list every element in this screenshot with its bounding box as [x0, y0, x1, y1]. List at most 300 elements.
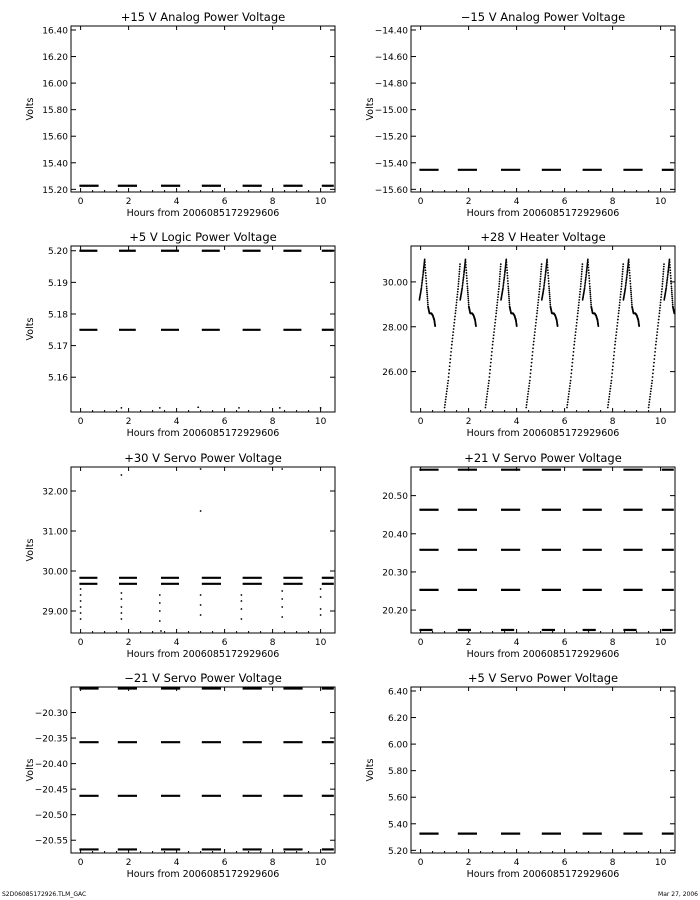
panel-4-data-point [490, 362, 492, 364]
panel-4-data-point [590, 300, 592, 302]
panel-7-y-axis-label: Volts [25, 758, 36, 782]
panel-5-x-tick-label: 4 [173, 638, 180, 648]
panel-4-data-point [630, 283, 632, 285]
panel-4-data-point [651, 382, 653, 384]
panel-4-data-point [424, 261, 426, 263]
panel-4-data-point [611, 380, 613, 382]
panel-4-data-point [549, 292, 551, 294]
panel-4-data-point [446, 388, 448, 390]
panel-3-x-tick-label: 10 [314, 417, 327, 427]
panel-4-data-point [434, 325, 436, 327]
panel-4-data-point [614, 347, 616, 349]
panel-4-data-point [612, 365, 614, 367]
panel-4-data-point [587, 264, 589, 266]
panel-4-data-point [548, 277, 550, 279]
panel-4-data-point [507, 280, 509, 282]
panel-6-x-tick-label: 6 [561, 638, 568, 648]
panel-8-y-tick-label: 5.80 [387, 767, 408, 778]
panel-4-data-point [538, 294, 540, 296]
panel-4-data-point [496, 307, 498, 309]
panel-4-data-point [576, 322, 578, 324]
panel-4-data-point [527, 390, 529, 392]
panel-4-data-point [534, 331, 536, 333]
panel-4-data-point [574, 338, 576, 340]
panel-4-data-point [543, 285, 545, 287]
panel-5-title: +30 V Servo Power Voltage [124, 451, 282, 465]
panel-4-data-point [629, 280, 631, 282]
panel-1-x-tick-label: 10 [314, 197, 327, 207]
panel-4-data-point [529, 380, 531, 382]
panel-4-data-point [572, 362, 574, 364]
panel-4-data-point [492, 338, 494, 340]
panel-4-data-point [456, 299, 458, 301]
panel-4-data-point [427, 298, 429, 300]
panel-4-data-point [533, 338, 535, 340]
panel-4-data-point [630, 287, 632, 289]
panel-4-data-point [548, 290, 550, 292]
panel-4-data-point [421, 281, 423, 283]
panel-4-data-point [625, 283, 627, 285]
panel-4-data-point [588, 267, 590, 269]
panel-5-data-point [159, 594, 161, 596]
panel-3-data-point [238, 407, 240, 409]
panel-4-data-point [617, 316, 619, 318]
panel-4-data-point [506, 272, 508, 274]
panel-2-x-tick-label: 0 [417, 197, 424, 207]
panel-4-data-point [622, 266, 624, 268]
panel-4-data-point [580, 281, 582, 283]
panel-4-data-point [619, 302, 621, 304]
panel-4-data-point [662, 281, 664, 283]
panel-5-data-point [241, 600, 243, 602]
panel-4-data-point [425, 280, 427, 282]
panel-4-data-point [659, 310, 661, 312]
panel-4-data-point [541, 266, 543, 268]
panel-4-data-point [630, 292, 632, 294]
panel-4-data-point [544, 278, 546, 280]
panel-3-title: +5 V Logic Power Voltage [129, 230, 277, 244]
panel-4-data-point [549, 302, 551, 304]
panel-4-data-point [526, 401, 528, 403]
panel-4-data-point [536, 312, 538, 314]
panel-4-data-point [621, 278, 623, 280]
panel-4-data-point [617, 319, 619, 321]
panel-4-data-point [490, 365, 492, 367]
panel-4-data-point [531, 362, 533, 364]
panel-4-data-point [618, 307, 620, 309]
panel-4-data-point [620, 288, 622, 290]
panel-4-data-point [671, 290, 673, 292]
panel-4-data-point [628, 264, 630, 266]
panel-4-data-point [577, 307, 579, 309]
panel-6-x-tick-label: 0 [417, 638, 424, 648]
panel-4-data-point [654, 351, 656, 353]
panel-4-data-point [621, 283, 623, 285]
panel-4-data-point [620, 291, 622, 293]
panel-8-x-tick-label: 10 [654, 858, 667, 868]
panel-4-data-point [487, 388, 489, 390]
panel-3-data-point [279, 407, 281, 409]
panel-4-data-point [576, 319, 578, 321]
panel-4-data-point [589, 280, 591, 282]
panel-4-data-point [461, 286, 463, 288]
panel-4-data-point [494, 325, 496, 327]
panel-5-data-point [80, 594, 82, 596]
panel-4-data-point [422, 277, 424, 279]
panel-4-data-point [466, 283, 468, 285]
panel-3-y-tick-label: 5.18 [47, 310, 68, 321]
panel-4-data-point [508, 296, 510, 298]
panel-4-data-point [497, 296, 499, 298]
panel-4-data-point [622, 268, 624, 270]
panel-4-data-point [426, 287, 428, 289]
panel-4-plot-frame [411, 246, 675, 412]
panel-3-data-point [320, 407, 322, 409]
panel-4-data-point [466, 275, 468, 277]
panel-4-data-point [671, 292, 673, 294]
panel-4-data-point [547, 269, 549, 271]
panel-4-data-point [467, 285, 469, 287]
panel-4-data-point [455, 307, 457, 309]
panel-4-data-point [427, 304, 429, 306]
panel-4-data-point [616, 331, 618, 333]
panel-4-data-point [526, 404, 528, 406]
panel-4-data-point [653, 365, 655, 367]
panel-5-data-point [160, 630, 162, 632]
panel-4-data-point [531, 355, 533, 357]
panel-3-x-tick-label: 8 [269, 417, 276, 427]
panel-4-data-point [456, 302, 458, 304]
panel-3-data-point [159, 407, 161, 409]
panel-4-data-point [444, 407, 446, 409]
panel-1-x-tick-label: 4 [173, 197, 180, 207]
panel-4-data-point [621, 281, 623, 283]
panel-4-data-point [494, 322, 496, 324]
panel-4-x-tick-label: 4 [513, 417, 520, 427]
panel-4-data-point [570, 373, 572, 375]
panel-4-data-point [492, 344, 494, 346]
panel-4-data-point [458, 283, 460, 285]
panel-4-data-point [589, 283, 591, 285]
panel-4-data-point [590, 304, 592, 306]
panel-4-data-point [426, 296, 428, 298]
panel-4-data-point [659, 304, 661, 306]
panel-4-data-point [453, 325, 455, 327]
panel-4-data-point [462, 283, 464, 285]
panel-7-y-tick-label: −20.50 [34, 811, 68, 822]
panel-4-data-point [502, 285, 504, 287]
panel-4-data-point [458, 278, 460, 280]
panel-4-data-point [488, 380, 490, 382]
panel-4-data-point [536, 310, 538, 312]
panel-7-y-tick-label: −20.35 [34, 734, 68, 745]
panel-4-data-point [566, 407, 568, 409]
panel-4-data-point [581, 276, 583, 278]
panel-2-x-tick-label: 2 [465, 197, 472, 207]
panel-4-data-point [589, 285, 591, 287]
panel-2-y-tick-label: −15.60 [374, 185, 408, 196]
panel-4-data-point [667, 277, 669, 279]
panel-4-data-point [451, 347, 453, 349]
panel-4-data-point [585, 274, 587, 276]
panel-4-data-point [425, 277, 427, 279]
panel-4-data-point [465, 259, 467, 261]
panel-4-data-point [459, 266, 461, 268]
panel-4-data-point [447, 385, 449, 387]
panel-2-y-axis-label: Volts [365, 97, 376, 121]
panel-2-y-tick-label: −14.80 [374, 79, 408, 90]
panel-4-data-point [579, 288, 581, 290]
panel-4-data-point [486, 393, 488, 395]
panel-8-y-tick-label: 6.00 [387, 740, 408, 751]
panel-4-data-point [665, 286, 667, 288]
panel-4-data-point [659, 312, 661, 314]
panel-4-data-point [662, 273, 664, 275]
panel-4-data-point [421, 280, 423, 282]
panel-4-data-point [459, 263, 461, 265]
panel-4-data-point [589, 287, 591, 289]
panel-5-data-point [80, 600, 82, 602]
panel-4-data-point [455, 312, 457, 314]
panel-4-data-point [446, 393, 448, 395]
panel-4-data-point [652, 373, 654, 375]
panel-3-y-tick-label: 5.19 [47, 278, 68, 289]
panel-4-data-point [656, 331, 658, 333]
panel-4-data-point [625, 286, 627, 288]
panel-4-data-point [527, 393, 529, 395]
panel-4-data-point [503, 280, 505, 282]
panel-4-data-point [503, 277, 505, 279]
panel-4-data-point [584, 283, 586, 285]
panel-4-data-point [533, 341, 535, 343]
panel-4-data-point [672, 302, 674, 304]
panel-2-x-tick-label: 8 [609, 197, 616, 207]
panel-4-data-point [508, 292, 510, 294]
panel-4-data-point [657, 328, 659, 330]
panel-8-y-tick-label: 5.40 [387, 820, 408, 831]
panel-4-data-point [667, 274, 669, 276]
panel-4-data-point [462, 281, 464, 283]
panel-4-x-tick-label: 10 [654, 417, 667, 427]
panel-4-data-point [661, 288, 663, 290]
panel-4-data-point [660, 299, 662, 301]
panel-4-data-point [455, 304, 457, 306]
panel-4-x-tick-label: 0 [417, 417, 424, 427]
panel-4-data-point [573, 351, 575, 353]
panel-4-data-point [656, 334, 658, 336]
panel-4-data-point [667, 275, 669, 277]
panel-4-data-point [503, 278, 505, 280]
panel-7-x-axis-label: Hours from 2006085172929606 [126, 869, 280, 880]
panel-5-data-point [200, 594, 202, 596]
panel-4-data-point [530, 365, 532, 367]
panel-6-x-tick-label: 4 [513, 638, 520, 648]
panel-4-data-point [669, 261, 671, 263]
panel-4-data-point [504, 275, 506, 277]
panel-4-data-point [491, 355, 493, 357]
panel-4-data-point [499, 278, 501, 280]
panel-4-data-point [572, 355, 574, 357]
panel-5-data-point [121, 606, 123, 608]
panel-4-data-point [485, 401, 487, 403]
panel-4-data-point [540, 271, 542, 273]
panel-7-x-tick-label: 0 [77, 858, 84, 868]
panel-4-data-point [630, 285, 632, 287]
panel-4-data-point [421, 285, 423, 287]
panel-1-x-tick-label: 8 [269, 197, 276, 207]
panel-4-data-point [475, 325, 477, 327]
panel-4-data-point [457, 291, 459, 293]
panel-4-data-point [581, 273, 583, 275]
panel-2-y-tick-label: −15.40 [374, 159, 408, 170]
panel-5-x-tick-label: 2 [125, 638, 132, 648]
panel-4-data-point [457, 294, 459, 296]
panel-4-data-point [577, 310, 579, 312]
panel-4-data-point [458, 276, 460, 278]
panel-4-data-point [584, 286, 586, 288]
panel-4-data-point [540, 268, 542, 270]
panel-4-data-point [422, 274, 424, 276]
panel-3-x-tick-label: 2 [125, 417, 132, 427]
panel-1-y-tick-label: 15.40 [42, 159, 68, 170]
panel-4-data-point [540, 276, 542, 278]
panel-4-data-point [453, 328, 455, 330]
panel-4-data-point [670, 283, 672, 285]
panel-4-data-point [451, 344, 453, 346]
panel-4-data-point [538, 296, 540, 298]
panel-4-data-point [662, 276, 664, 278]
panel-4-data-point [539, 288, 541, 290]
panel-4-data-point [670, 275, 672, 277]
panel-4-data-point [449, 362, 451, 364]
panel-4-data-point [621, 276, 623, 278]
panel-4-data-point [444, 401, 446, 403]
panel-5-x-axis-label: Hours from 2006085172929606 [126, 649, 280, 660]
panel-4-data-point [567, 401, 569, 403]
panel-1-x-axis-label: Hours from 2006085172929606 [126, 208, 280, 219]
panel-6-x-axis-label: Hours from 2006085172929606 [466, 649, 620, 660]
panel-4-data-point [657, 322, 659, 324]
panel-4-data-point [584, 288, 586, 290]
panel-4-y-tick-label: 28.00 [382, 323, 408, 334]
panel-4-data-point [491, 351, 493, 353]
panel-4-data-point [557, 325, 559, 327]
panel-4-data-point [545, 274, 547, 276]
panel-6-y-tick-label: 20.30 [382, 568, 408, 579]
panel-4-data-point [445, 396, 447, 398]
panel-4-data-point [568, 393, 570, 395]
panel-4-data-point [449, 365, 451, 367]
panel-4-data-point [549, 296, 551, 298]
panel-4-data-point [614, 344, 616, 346]
panel-4-data-point [613, 358, 615, 360]
panel-4-data-point [448, 369, 450, 371]
panel-4-data-point [629, 272, 631, 274]
panel-4-data-point [499, 276, 501, 278]
panel-4-data-point [465, 267, 467, 269]
panel-4-data-point [424, 259, 426, 261]
panel-4-data-point [547, 267, 549, 269]
panel-4-data-point [544, 277, 546, 279]
panel-4-data-point [499, 271, 501, 273]
panel-4-data-point [660, 296, 662, 298]
panel-4-data-point [615, 338, 617, 340]
panel-4-data-point [621, 285, 623, 287]
panel-4-data-point [584, 281, 586, 283]
panel-4-data-point [587, 261, 589, 263]
panel-4-data-point [588, 277, 590, 279]
panel-5-data-point [281, 598, 283, 600]
panel-4-data-point [468, 300, 470, 302]
panel-4-data-point [615, 334, 617, 336]
panel-7-title: −21 V Servo Power Voltage [124, 671, 282, 685]
panel-1-title: +15 V Analog Power Voltage [120, 10, 286, 24]
panel-4-data-point [590, 302, 592, 304]
panel-7-x-tick-label: 4 [173, 858, 180, 868]
panel-4-data-point [569, 385, 571, 387]
panel-4-data-point [625, 285, 627, 287]
panel-5-x-tick-label: 0 [77, 638, 84, 648]
panel-4-data-point [626, 278, 628, 280]
panel-4-data-point [547, 264, 549, 266]
panel-5-data-point [121, 592, 123, 594]
panel-5-data-point [241, 618, 243, 620]
panel-5-data-point [200, 614, 202, 616]
panel-4-data-point [453, 322, 455, 324]
panel-4-data-point [531, 358, 533, 360]
panel-4-data-point [420, 288, 422, 290]
panel-4-data-point [426, 294, 428, 296]
panel-4-data-point [505, 259, 507, 261]
panel-2-x-tick-label: 6 [561, 197, 568, 207]
panel-4-data-point [549, 304, 551, 306]
panel-4-data-point [544, 281, 546, 283]
panel-4-data-point [493, 334, 495, 336]
panel-8-plot-frame [411, 687, 675, 853]
panel-4-data-point [663, 271, 665, 273]
panel-4-data-point [543, 286, 545, 288]
panel-4-data-point [613, 351, 615, 353]
panel-4-data-point [666, 285, 668, 287]
panel-4-data-point [496, 304, 498, 306]
panel-8-y-tick-label: 6.20 [387, 714, 408, 725]
panel-4-data-point [445, 399, 447, 401]
panel-5-data-point [200, 510, 202, 512]
panel-5-data-point [200, 604, 202, 606]
panel-4-data-point [507, 285, 509, 287]
panel-4-data-point [508, 294, 510, 296]
panel-4-data-point [662, 278, 664, 280]
panel-8-x-tick-label: 8 [609, 858, 616, 868]
panel-4-data-point [648, 401, 650, 403]
panel-4-data-point [570, 380, 572, 382]
panel-4-data-point [458, 281, 460, 283]
panel-4-data-point [626, 277, 628, 279]
panel-5-data-point [281, 590, 283, 592]
panel-4-data-point [502, 286, 504, 288]
panel-4-data-point [666, 278, 668, 280]
panel-4-data-point [548, 283, 550, 285]
panel-2-y-tick-label: −15.00 [374, 106, 408, 117]
panel-4-data-point [548, 280, 550, 282]
panel-4-data-point [448, 373, 450, 375]
panel-5-data-point [320, 608, 322, 610]
panel-4-data-point [487, 390, 489, 392]
panel-4-data-point [427, 300, 429, 302]
panel-4-data-point [467, 298, 469, 300]
panel-4-data-point [629, 269, 631, 271]
panel-4-data-point [465, 261, 467, 263]
